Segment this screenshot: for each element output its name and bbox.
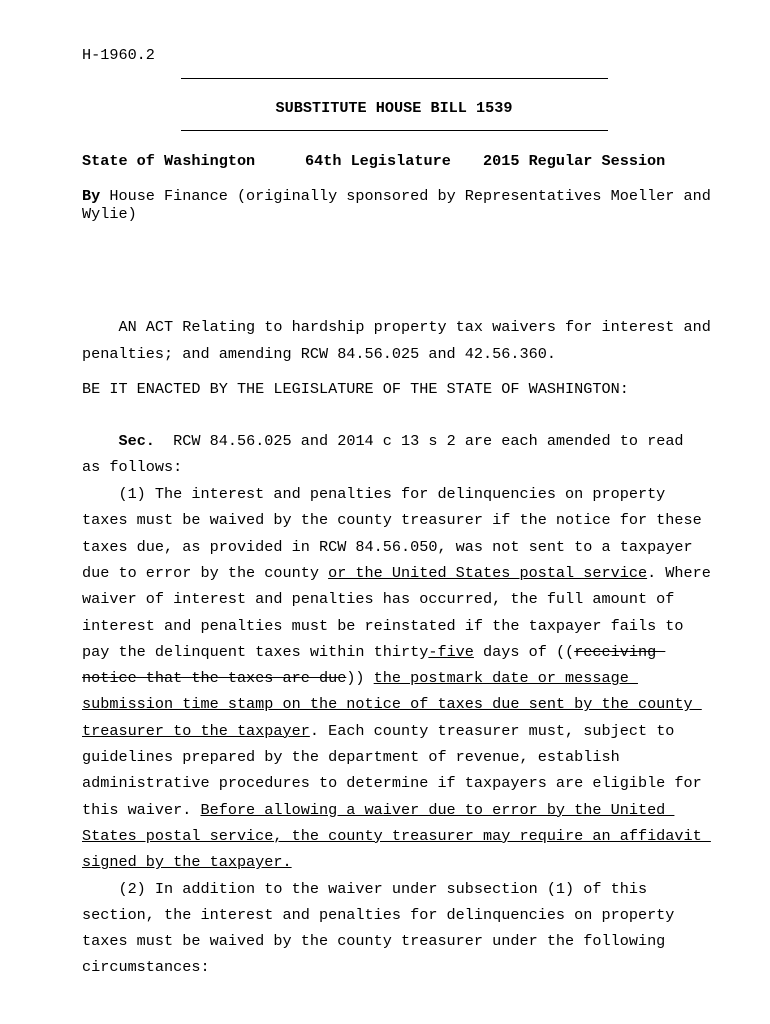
deleted-text: notice that the taxes are due: [82, 669, 347, 688]
body-line: [82, 669, 638, 687]
title-bottom-rule: [181, 130, 608, 131]
body-line: [82, 801, 674, 819]
sponsor-text: House Finance (originally sponsored by Representatives Moeller and: [100, 187, 711, 205]
body-line: [82, 722, 674, 740]
body-text: section, the interest and penalties for delinquencies on property: [82, 905, 675, 924]
body-line: [82, 643, 665, 661]
inserted-text: submission time stamp on the notice of taxes due sent by the county: [82, 695, 702, 714]
body-text: taxes due, as provided in RCW 84.56.050, was not sent to a taxpayer: [82, 537, 693, 556]
body-text: (2) In addition to the waiver under subsection (1) of this: [82, 879, 648, 898]
body-text: pay the delinquent taxes within thirty: [82, 642, 429, 661]
section-heading-line-2: as follows:: [82, 458, 183, 476]
inserted-text: signed by the taxpayer.: [82, 853, 292, 872]
inserted-text: or the United States postal service: [328, 563, 648, 582]
body-text: )): [346, 669, 374, 688]
body-line: [82, 564, 711, 582]
body-text: interest and penalties must be reinstated if the taxpayer fails to: [82, 616, 684, 635]
body-line: [82, 827, 711, 845]
body-line: [82, 906, 674, 924]
body-text: days of ((: [473, 642, 575, 661]
inserted-text: treasurer to the taxpayer: [82, 721, 310, 740]
inserted-text: States postal service, the county treasurer may require an affidavit: [82, 826, 711, 845]
body-line: [82, 853, 292, 871]
body-line: [82, 880, 647, 898]
bill-title: SUBSTITUTE HOUSE BILL 1539: [275, 99, 513, 117]
document-id: H-1960.2: [82, 46, 155, 64]
session-label: 2015 Regular Session: [483, 152, 666, 170]
legislature-label: 64th Legislature: [305, 152, 451, 170]
body-text: administrative procedures to determine if taxpayers are eligible for: [82, 774, 702, 793]
body-line: [82, 958, 210, 976]
body-text: . Each county treasurer must, subject to: [309, 721, 675, 740]
deleted-text: receiving: [574, 642, 666, 661]
body-line: [82, 695, 702, 713]
title-top-rule: [181, 78, 608, 79]
body-text: taxes must be waived by the county treasurer under the following: [82, 932, 666, 951]
inserted-text: -five: [428, 642, 474, 661]
sponsor-line-2: Wylie): [82, 205, 137, 223]
body-line: [82, 774, 702, 792]
act-title-line-1: AN ACT Relating to hardship property tax waivers for interest and: [82, 318, 711, 336]
sponsor-line-1: [82, 187, 711, 205]
sponsor-by-label: By: [82, 187, 101, 205]
inserted-text: Before allowing a waiver due to error by the United: [200, 800, 675, 819]
section-label: Sec.: [118, 432, 155, 450]
body-text: guidelines prepared by the department of revenue, establish: [82, 748, 620, 766]
body-line: [82, 748, 620, 766]
body-line: [82, 617, 684, 635]
section-heading-text: RCW 84.56.025 and 2014 c 13 s 2 are each amended to read: [154, 432, 684, 450]
body-line: [82, 932, 665, 950]
body-text: (1) The interest and penalties for delinquencies on property: [82, 485, 666, 503]
body-line: [82, 511, 702, 529]
body-text: taxes must be waived by the county treasurer if the notice for these: [82, 511, 702, 530]
body-text: circumstances:: [82, 958, 210, 977]
enacting-clause: BE IT ENACTED BY THE LEGISLATURE OF THE STATE OF WASHINGTON:: [82, 380, 629, 398]
body-line: [82, 485, 665, 503]
inserted-text: the postmark date or message: [373, 669, 638, 688]
state-label: State of Washington: [82, 152, 256, 170]
body-line: [82, 538, 693, 556]
act-title-line-2: penalties; and amending RCW 84.56.025 and 42.56.360.: [82, 345, 556, 363]
section-heading: [82, 432, 684, 450]
body-text: due to error by the county: [82, 563, 329, 582]
body-line: [82, 590, 674, 608]
body-text: this waiver.: [82, 800, 201, 819]
body-text: . Where: [647, 563, 711, 582]
body-text: waiver of interest and penalties has occurred, the full amount of: [82, 590, 675, 609]
